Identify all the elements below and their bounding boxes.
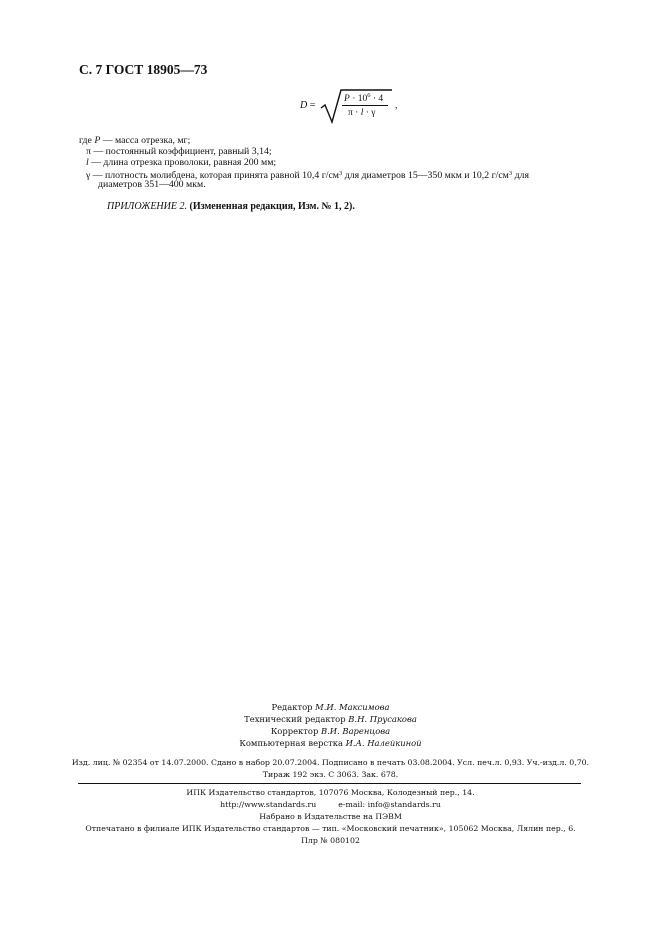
formula-var-p: P [344, 94, 350, 104]
superscript-cube: 3 [508, 170, 513, 177]
formula-var-d: D [300, 100, 308, 111]
page-header: С. 7 ГОСТ 18905—73 [79, 62, 208, 77]
formula-comma: , [395, 100, 398, 111]
formula-var-l: l [360, 108, 364, 118]
formula-ten: · 10 [349, 94, 368, 104]
appendix-title: ПРИЛОЖЕНИЕ 2. [107, 201, 187, 212]
credit-name: В.Н. Прусакова [348, 714, 417, 724]
formula-denominator [348, 108, 375, 118]
credit-label: Технический редактор [244, 714, 349, 724]
legend-density-text-b: для диаметров 15—350 мкм и 10,2 г/см [342, 170, 509, 181]
formula-equals: = [307, 100, 316, 111]
credit-corrector [0, 726, 661, 736]
printer-info: Отпечатано в филиале ИПК Издательство стандартов — тип. «Московский печатник», 105062 Москва, Лялин пер., 6. [85, 824, 576, 833]
credit-name: М.И. Максимова [315, 702, 390, 712]
typeset-note: Набрано в Издательстве на ПЭВМ [259, 812, 402, 821]
formula-gamma: · γ [363, 108, 376, 118]
legend-symbol-p: P [94, 135, 101, 146]
appendix-revision: (Измененная редакция, Изм. № 1, 2). [187, 201, 355, 212]
credit-name: В.И. Варенцова [320, 726, 391, 736]
publisher-website: http://www.standards.ru [220, 800, 317, 809]
superscript-cube: 3 [339, 170, 343, 177]
publisher-contacts [0, 800, 661, 809]
divider-line [78, 783, 581, 784]
credit-label: Корректор [270, 726, 321, 736]
print-run: Тираж 192 экз. С 3063. Зак. 678. [262, 770, 399, 779]
publisher-email: e-mail: info@standards.ru [338, 800, 441, 809]
credit-label: Компьютерная верстка [239, 738, 346, 748]
formula-pi: π · [348, 108, 361, 118]
diameter-formula [300, 88, 440, 128]
legend-length [86, 157, 276, 168]
legend-density-text-a: γ — плотность молибдена, которая принята равной 10,4 г/см [86, 170, 340, 181]
legend-where: где [79, 135, 95, 146]
credit-name: И.А. Налейкиной [345, 738, 422, 748]
formula-numerator [344, 92, 383, 104]
publisher-address: ИПК Издательство стандартов, 107076 Москва, Колодезный пер., 14. [186, 788, 475, 797]
publication-details: Изд. лиц. № 02354 от 14.07.2000. Сдано в набор 20.07.2004. Подписано в печать 03.08.2004. Усл. печ.л. 0,93. Уч.-изд.л. 0,70. [71, 758, 590, 767]
formula-lhs [300, 100, 315, 111]
credit-tech-editor [0, 714, 661, 724]
legend-mass [79, 135, 190, 146]
legend-density-continued: диаметров 351—400 мкм. [98, 179, 206, 190]
formula-four: · 4 [370, 94, 384, 104]
formula-exponent: 6 [367, 92, 371, 99]
credit-editor [0, 702, 661, 712]
fraction-bar [342, 105, 388, 106]
credit-layout [0, 738, 661, 748]
legend-density-text-c: для [512, 170, 529, 181]
appendix-note [107, 201, 355, 212]
credit-label: Редактор [271, 702, 316, 712]
legend-pi: π — постоянный коэффициент, равный 3,14; [86, 146, 272, 157]
license-number: Плр № 080102 [301, 836, 360, 845]
legend-length-text: — длина отрезка проволоки, равная 200 мм; [88, 157, 277, 168]
legend-symbol-l: l [86, 157, 89, 168]
legend-mass-text: — масса отрезка, мг; [100, 135, 191, 146]
